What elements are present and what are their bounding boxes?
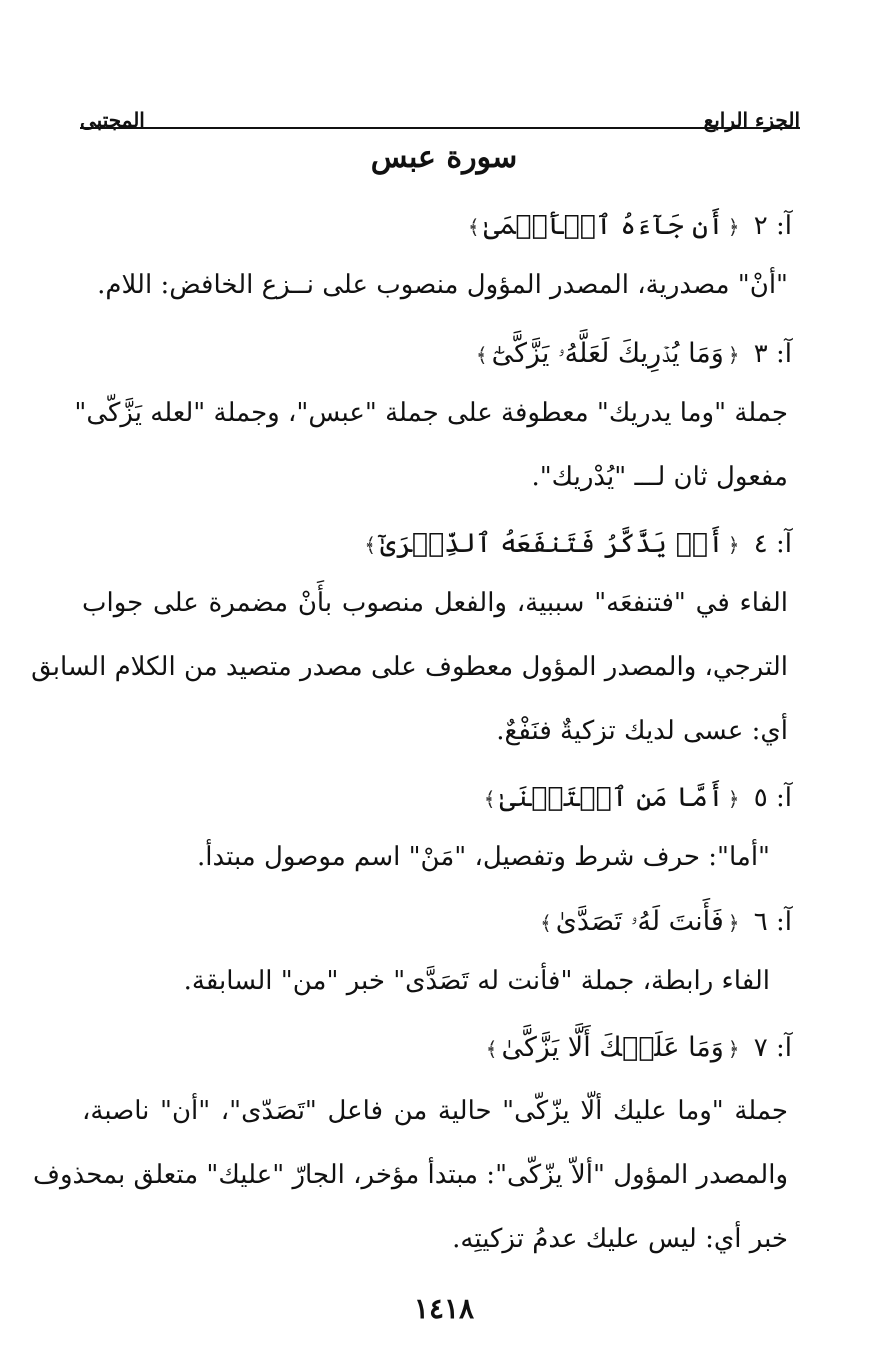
header-book-title: المجتبى [80,108,145,132]
commentary-line: مفعول ثان لـــ "يُدْريك". [531,462,788,492]
ayah-line-6 [540,906,792,938]
ayah-line-4 [364,528,792,559]
commentary-line: الترجي، والمصدر المؤول معطوف على مصدر متصيد من الكلام السابق [31,652,788,682]
commentary-line: "أنْ" مصدرية، المصدر المؤول منصوب على نــزع الخافض: اللام. [97,270,788,300]
ayah-line-3 [476,338,792,370]
ornament-close: ﴾ [475,343,488,367]
ornament-open: ﴿ [727,215,740,239]
ornament-open: ﴿ [727,1037,740,1061]
ayah-line-2 [468,210,792,241]
ayah-line-7 [486,1032,792,1063]
ornament-close: ﴾ [467,215,480,239]
surah-title: سورة عبس [370,140,518,175]
ayah-ref: آ: ٥ [753,783,792,813]
ornament-open: ﴿ [727,343,740,367]
ayah-ref: آ: ٣ [753,339,792,369]
commentary-line: الفاء رابطة، جملة "فأنت له تَصَدَّى" خبر "من" السابقة. [183,966,770,996]
quran-text: أَن جَآءَهُ ٱلۡأَعۡمَىٰ [483,210,724,241]
header-rule [80,127,800,129]
ornament-open: ﴿ [727,787,740,811]
commentary-line: الفاء في "فتنفعَه" سببية، والفعل منصوب بأَنْ مضمرة على جواب [82,588,788,618]
ornament-open: ﴿ [727,911,740,935]
commentary-line: خبر أي: ليس عليك عدمُ تزكيتِه. [452,1224,788,1254]
ornament-close: ﴾ [364,533,377,557]
quran-text: فَأَنتَ لَهُۥ تَصَدَّىٰ [555,906,724,937]
ayah-line-5 [484,782,792,813]
ornament-close: ﴾ [485,1037,498,1061]
page-number: ١٤١٨ [413,1292,475,1325]
commentary-line: والمصدر المؤول "ألاّ يزّكّى": مبتدأ مؤخر، الجارّ "عليك" متعلق بمحذوف [33,1160,788,1190]
commentary-line: أي: عسى لديك تزكيةٌ فنَفْعٌ. [496,716,788,746]
ornament-close: ﴾ [483,787,496,811]
ornament-open: ﴿ [727,533,740,557]
commentary-line: جملة "وما يدريك" معطوفة على جملة "عبس"، وجملة "لعله يَزَّكّى" [74,398,788,428]
quran-text: أَمَّا مَنِ ٱسۡتَغۡنَىٰ [499,782,724,813]
ayah-ref: آ: ٦ [753,907,792,937]
ayah-ref: آ: ٤ [753,529,792,559]
ayah-ref: آ: ٧ [753,1033,792,1063]
ornament-close: ﴾ [540,911,552,935]
quran-text: أَوۡ يَذَّكَّرُ فَتَنفَعَهُ ٱلذِّكۡرَىٰٓ [380,528,724,559]
ayah-ref: آ: ٢ [753,211,792,241]
commentary-line: "أما": حرف شرط وتفصيل، "مَنْ" اسم موصول مبتدأ. [196,842,770,872]
header-volume: الجزء الرابع [703,108,800,132]
commentary-line: جملة "وما عليك ألّا يزّكّى" حالية من فاعل "تَصَدّى"، "أن" ناصبة، [82,1096,788,1126]
quran-text: وَمَا عَلَيۡكَ أَلَّا يَزَّكَّىٰ [501,1032,724,1063]
running-header [80,92,800,132]
quran-text: وَمَا يُدۡرِيكَ لَعَلَّهُۥ يَزَّكَّىٰٓ [491,338,724,369]
